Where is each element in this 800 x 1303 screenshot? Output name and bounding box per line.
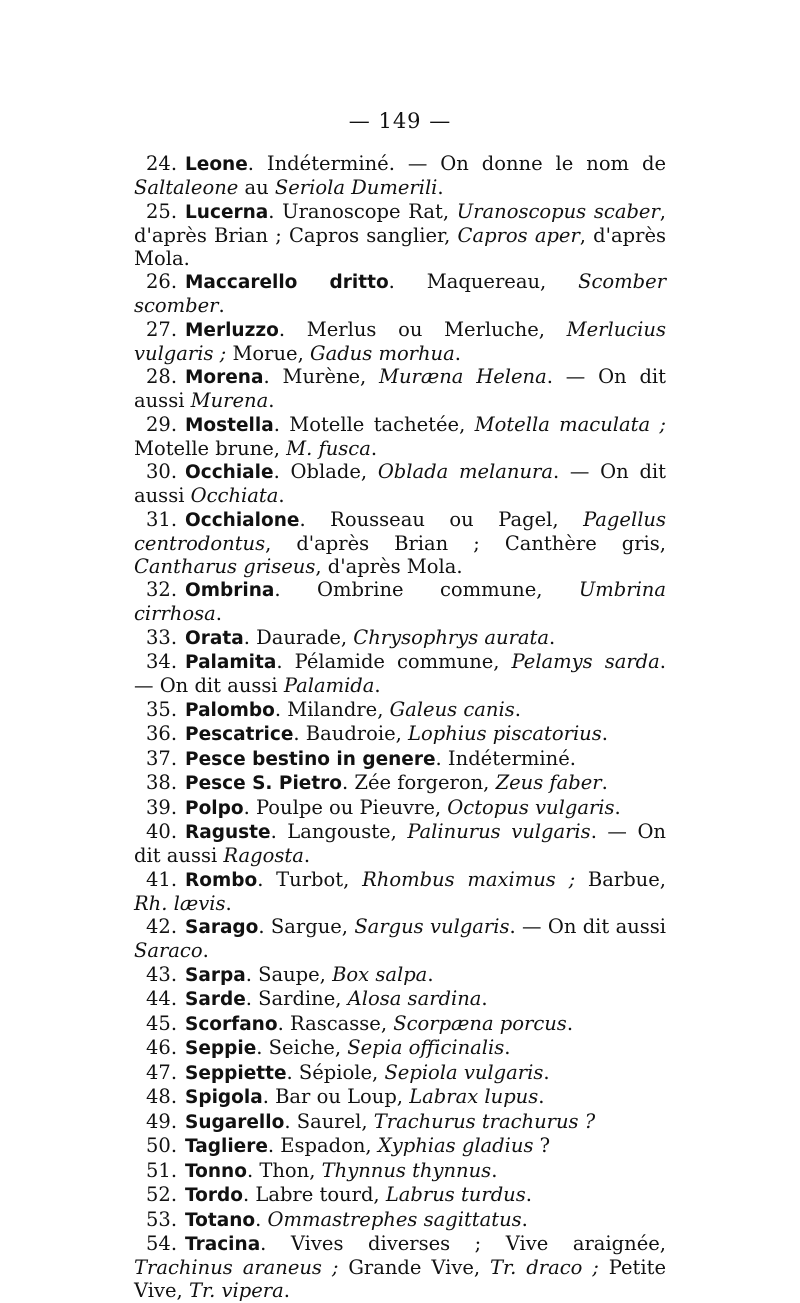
fish-name: Scorfano [185,1013,278,1035]
scientific-name: Merlucius vulgaris ; [134,317,666,365]
scientific-name: Capros aper [457,223,580,247]
glossary-list [134,152,666,1303]
glossary-entry [134,796,666,821]
fish-name: Ombrina [185,580,275,601]
entry-number: 53. [146,1207,178,1231]
entry-number: 38. [146,771,178,794]
entry-number: 33. [146,625,178,649]
entry-text: . — On dit aussi [134,820,666,867]
fish-name: Occhialone [185,509,300,531]
entry-text: . [491,1158,498,1182]
fish-name: Mostella [185,414,274,436]
entry-text: . Indéterminé. — On donne le nom de [247,152,666,175]
fish-name: Sugarello [185,1111,285,1133]
entry-text: Motelle brune, [134,436,287,460]
entry-text: . Bar ou Loup, [262,1085,410,1108]
entry-number: 26. [146,270,178,293]
scientific-name: Box salpa [332,962,428,986]
scientific-name: Occhiata [190,484,279,507]
fish-name: Totano [185,1209,256,1231]
fish-name: Merluzzo [185,319,279,341]
entry-number: 43. [146,962,178,986]
entry-text: . Seiche, [256,1036,348,1059]
fish-name: Tagliere [185,1136,268,1157]
entry-text: . Maquereau, [388,270,579,293]
glossary-entry [134,1110,666,1135]
scientific-name: Thynnus thynnus [321,1158,492,1182]
page-number: — 149 — [348,109,452,133]
entry-text: . — On dit aussi [134,460,666,507]
entry-text: , d'après Brian ; Canthère gris, [265,531,666,555]
glossary-entry [134,152,666,200]
entry-text: . Rascasse, [277,1011,394,1035]
glossary-entry [134,1183,666,1208]
scientific-name: Palamida [283,674,375,697]
fish-name: Orata [185,627,244,649]
entry-text: . Oblade, [273,460,378,483]
scientific-name: Pelamys sarda [511,650,660,673]
scientific-name: Pagellus centrodontus [134,507,666,555]
entry-number: 36. [146,722,178,745]
scientific-name: Xyphias gladius [377,1134,534,1157]
entry-text: . [514,697,521,721]
entry-text: . [504,1036,511,1059]
entry-text: . Thon, [246,1158,322,1182]
entry-number: 40. [146,820,178,843]
entry-text: , d'après Mola. [134,223,666,270]
entry-text: . Saupe, [245,962,333,986]
fish-name: Tordo [185,1185,243,1206]
glossary-entry [134,1085,666,1110]
entry-number: 32. [146,578,178,601]
entry-number: 52. [146,1183,178,1206]
glossary-entry [134,1012,666,1037]
scientific-name: Labrax lupus [409,1085,539,1108]
entry-number: 50. [146,1134,178,1157]
fish-name: Seppie [185,1038,257,1059]
scientific-name: Oblada melanura [377,460,553,483]
fish-name: Rombo [185,869,258,891]
fish-name: Pescatrice [185,724,294,745]
entry-text: . Labre tourd, [242,1183,386,1206]
fish-name: Morena [185,367,264,388]
glossary-entry [134,626,666,651]
scientific-name: Trachurus trachurus ? [373,1109,596,1133]
entry-text: . — On dit aussi [134,365,666,412]
scientific-name: Scomber scomber [134,270,667,317]
scientific-name: Sargus vulgaris [354,915,510,938]
entry-text: ? [533,1134,551,1157]
entry-number: 41. [146,867,178,891]
glossary-entry [134,413,666,461]
entry-text: . [538,1085,545,1108]
entry-text: . [454,341,461,365]
glossary-entry [134,460,666,508]
entry-number: 54. [146,1232,178,1255]
entry-text: . [218,294,225,317]
entry-number: 25. [146,199,178,223]
entry-text: . [566,1011,574,1035]
entry-text: Petite Vive, [134,1256,667,1302]
entry-number: 34. [146,650,178,673]
scientific-name: Ragosta [223,844,304,867]
entry-text: . Daurade, [243,625,354,649]
scientific-name: Sepiola vulgaris [384,1060,544,1084]
entry-number: 31. [146,507,178,531]
entry-text: . [374,674,381,697]
scientific-name: M. fusca [286,436,371,460]
entry-number: 39. [146,795,178,819]
scientific-name: Octopus vulgaris [447,795,615,819]
glossary-entry [134,747,666,772]
entry-text: . Poulpe ou Pieuvre, [243,795,448,819]
entry-text: . Sardine, [245,987,348,1010]
glossary-entry [134,1134,666,1159]
entry-text: . [278,484,285,507]
entry-text: , d'après Brian ; Capros sanglier, [134,199,666,247]
entry-text: Morue, [226,341,310,365]
entry-text: . Ombrine commune, [274,578,579,601]
scientific-name: Tr. draco ; [489,1256,599,1279]
scientific-name: Seriola Dumerili [274,176,438,199]
fish-name: Maccarello dritto [185,272,389,293]
entry-text: . Pélamide commune, [276,650,512,673]
entry-text: . Rousseau ou Pagel, [299,507,584,531]
scientific-name: Palinurus vulgaris [407,820,591,843]
entry-text: . Sépiole, [286,1060,385,1084]
entry-text: . Zée forgeron, [342,771,496,794]
entry-text: . Baudroie, [293,722,409,745]
glossary-entry [134,1036,666,1061]
entry-number: 51. [146,1158,178,1182]
fish-name: Pesce S. Pietro [185,773,343,794]
entry-text: . [202,939,209,962]
scientific-name: Uranoscopus scaber [456,199,660,223]
entry-number: 29. [146,412,178,436]
entry-text: . — On dit aussi [134,650,666,697]
entry-number: 27. [146,317,178,341]
scientific-name: Labrus turdus [385,1183,526,1206]
glossary-entry [134,771,666,796]
glossary-entry [134,578,666,626]
entry-text: . Uranoscope Rat, [268,199,457,223]
entry-number: 46. [146,1036,178,1059]
entry-text: . [481,987,488,1010]
fish-name: Pesce bestino in genere [185,748,436,770]
fish-name: Leone [185,154,248,175]
entry-text: . Vives diverses ; Vive araignée, [260,1232,666,1255]
entry-text: . — On dit aussi [509,915,667,938]
entry-text: . [225,891,232,915]
entry-text: . [303,844,311,867]
entry-number: 24. [146,152,178,175]
glossary-entry [134,318,666,366]
scientific-name: Cantharus griseus [134,554,316,578]
glossary-entry [134,200,666,271]
glossary-entry [134,722,666,747]
glossary-entry [134,1159,666,1184]
fish-name: Occhiale [185,462,274,483]
entry-number: 49. [146,1109,178,1133]
scientific-name: Scorpæna porcus [393,1011,567,1035]
entry-number: 28. [146,365,178,388]
entry-text: . Milandre, [274,697,390,721]
scientific-name: Motella maculata ; [474,412,666,436]
entry-text: . Turbot, [257,867,363,891]
entry-text: Barbue, [575,867,666,891]
glossary-entry [134,1061,666,1086]
entry-text: . Merlus ou Merluche, [278,317,567,341]
fish-name: Polpo [185,797,244,819]
scientific-name: Muræna Helena [379,365,547,388]
entry-number: 48. [146,1085,178,1108]
entry-text: . [215,602,222,625]
scientific-name: Zeus faber [495,771,602,794]
fish-name: Spigola [185,1087,263,1108]
scientific-name: Trachinus araneus ; [134,1256,339,1279]
entry-text: . Sargue, [258,915,355,938]
entry-text: . Indéterminé. [435,746,576,770]
entry-text: au [238,176,275,199]
scientific-name: Alosa sardina [347,987,482,1010]
scientific-name: Ommastrephes sagittatus [267,1207,522,1231]
scientific-name: Rhombus maximus ; [362,867,576,891]
entry-text: . [427,962,434,986]
entry-number: 30. [146,460,178,483]
entry-text: . [601,771,608,794]
entry-text: . [601,722,608,745]
glossary-entry [134,698,666,723]
entry-number: 35. [146,697,178,721]
entry-text: . [268,389,275,412]
glossary-entry [134,650,666,698]
entry-text: . [525,1183,532,1206]
glossary-entry [134,508,666,579]
fish-name: Palombo [185,699,275,721]
entry-text: . [614,795,621,819]
entry-text: Grande Vive, [338,1256,490,1279]
glossary-entry [134,868,666,916]
entry-text: . Murène, [263,365,380,388]
glossary-entry [134,365,666,413]
entry-text: . Espadon, [267,1134,378,1157]
scientific-name: Tr. vipera [188,1279,284,1302]
fish-name: Tonno [185,1160,247,1182]
entry-text: . [521,1207,528,1231]
entry-text: . Motelle tachetée, [273,412,475,436]
scientific-name: Lophius piscatorius [408,722,602,745]
entry-number: 37. [146,746,178,770]
entry-number: 45. [146,1011,178,1035]
glossary-entry [134,915,666,963]
glossary-entry [134,963,666,988]
fish-name: Raguste [185,822,271,843]
fish-name: Palamita [185,652,277,673]
glossary-entry [134,820,666,868]
scientific-name: Gadus morhua [310,341,455,365]
scientific-name: Umbrina cirrhosa [134,578,666,625]
entry-number: 44. [146,987,178,1010]
scientific-name: Rh. lævis [134,891,226,915]
fish-name: Sarago [185,917,259,938]
entry-text: . Saurel, [284,1109,374,1133]
glossary-entry [134,1232,666,1303]
scientific-name: Murena [190,389,269,412]
fish-name: Sarde [185,989,246,1010]
entry-text: . [255,1207,268,1231]
scientific-name: Saraco [134,939,203,962]
glossary-entry [134,270,666,318]
fish-name: Lucerna [185,201,269,223]
glossary-entry [134,987,666,1012]
entry-text: . [549,625,556,649]
entry-text: , d'après Mola. [315,554,463,578]
entry-text: . [370,436,378,460]
entry-text: . [283,1279,290,1302]
scientific-name: Chrysophrys aurata [353,625,550,649]
entry-text: . [437,176,444,199]
entry-number: 42. [146,915,178,938]
scientific-name: Sepia officinalis [347,1036,505,1059]
entry-number: 47. [146,1060,178,1084]
fish-name: Sarpa [185,964,246,986]
glossary-entry [134,1208,666,1233]
entry-text: . [543,1060,550,1084]
scientific-name: Galeus canis [389,697,515,721]
scientific-name: Saltaleone [134,176,239,199]
entry-text: . Langouste, [270,820,408,843]
fish-name: Seppiette [185,1062,287,1084]
fish-name: Tracina [185,1234,261,1255]
